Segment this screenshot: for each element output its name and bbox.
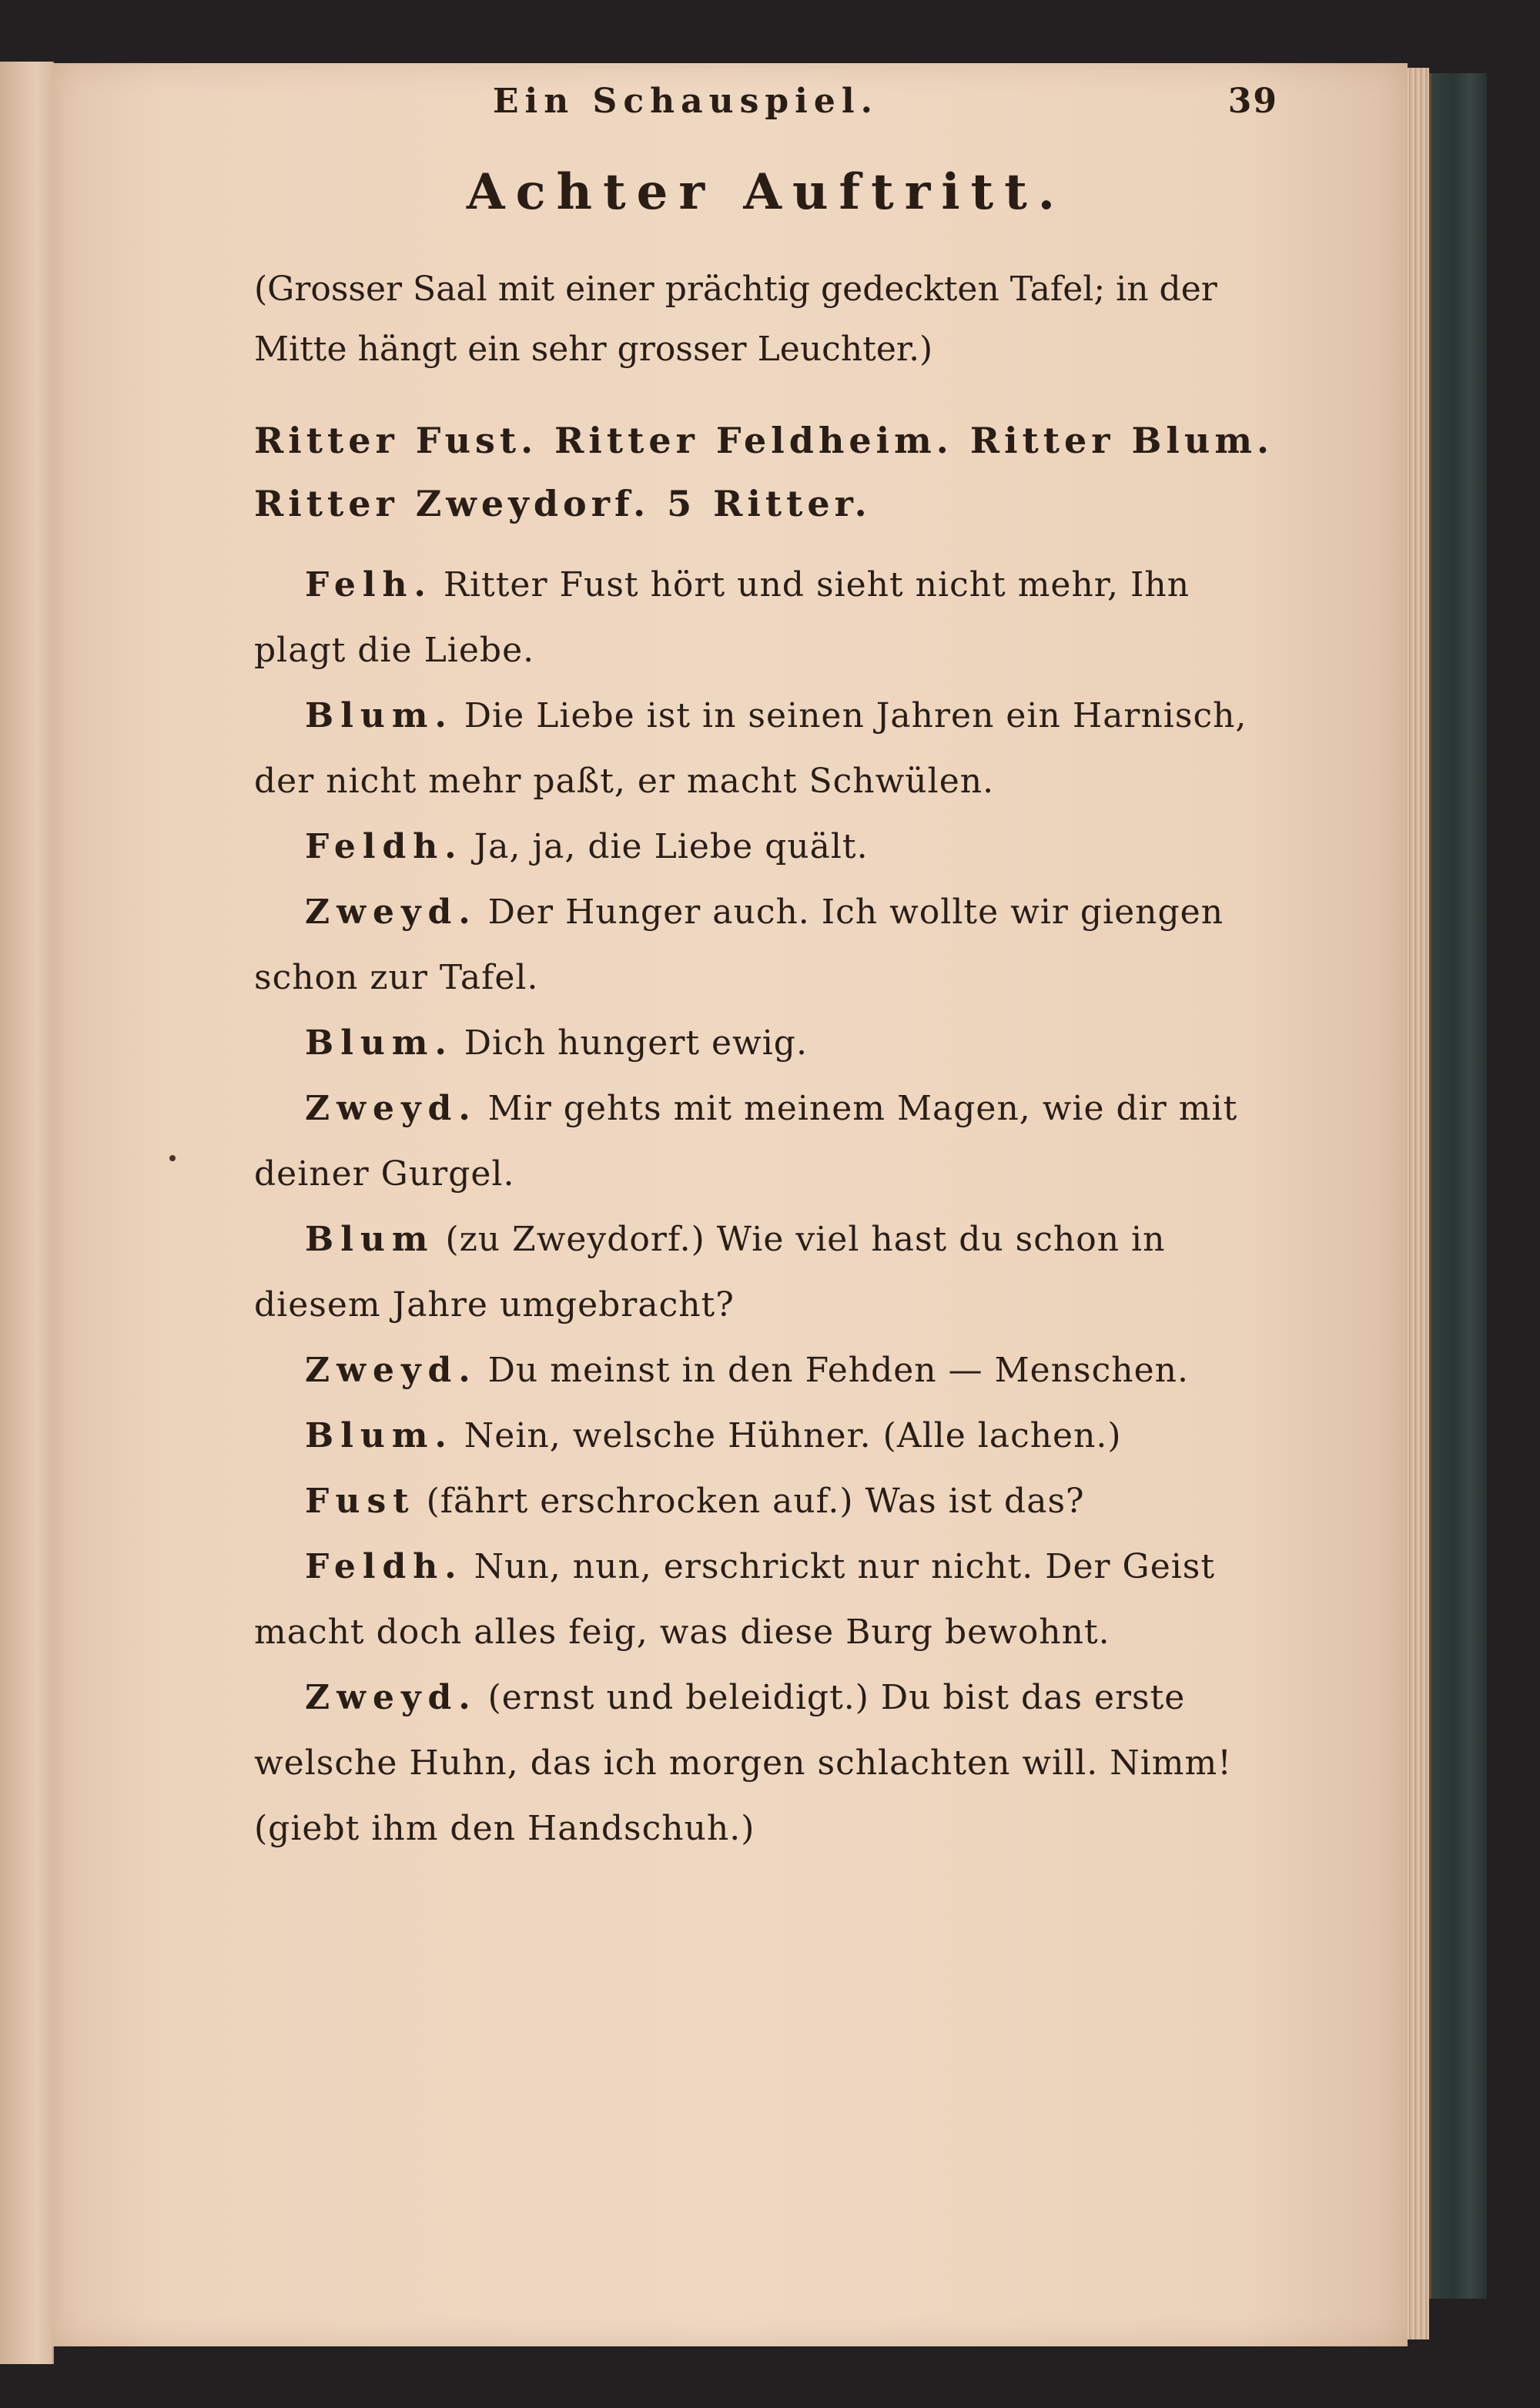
speaker-name: Feldh. [305, 1547, 464, 1586]
speaker-name: Blum. [305, 1416, 454, 1455]
dialogue-line [254, 552, 1278, 683]
left-page-edge [0, 62, 54, 2364]
speech-text: (fährt erschrocken auf.) Was ist das? [426, 1482, 1085, 1521]
speech-text: Mir gehts mit meinem Magen, wie dir mit deiner Gurgel. [254, 1089, 1238, 1194]
dialogue-line [254, 1469, 1278, 1534]
running-head [254, 77, 1278, 137]
margin-dot [169, 1155, 176, 1161]
speech-text: Nein, welsche Hühner. (Alle lachen.) [464, 1416, 1122, 1455]
speaker-name: Blum [305, 1220, 435, 1259]
page-number: 39 [1227, 82, 1278, 121]
speaker-name: Zweyd. [305, 893, 477, 932]
dialogue-line [254, 1665, 1278, 1861]
speech-text: Dich hungert ewig. [464, 1023, 808, 1063]
dialogue [254, 552, 1278, 1861]
speech-text: (ernst und beleidigt.) Du bist das erste welsche Huhn, das ich morgen schlachten will. Nimm! (giebt ihm den Handschuh.) [254, 1678, 1232, 1848]
running-title: Ein Schauspiel. [493, 82, 879, 121]
speech-text: (zu Zweydorf.) Wie viel hast du schon in diesem Jahre umgebracht? [254, 1220, 1166, 1325]
dialogue-line [254, 1403, 1278, 1469]
speaker-name: Felh. [305, 565, 433, 605]
dialogue-line [254, 814, 1278, 879]
speaker-name: Feldh. [305, 827, 464, 866]
speech-text: Ritter Fust hört und sieht nicht mehr, Ihn plagt die Liebe. [254, 565, 1190, 670]
dialogue-line [254, 1076, 1278, 1207]
scene-heading: Achter Auftritt. [466, 163, 1066, 221]
speech-text: Die Liebe ist in seinen Jahren ein Harnisch, der nicht mehr paßt, er macht Schwülen. [254, 696, 1247, 801]
cover-board [1429, 73, 1487, 2299]
speech-text: Ja, ja, die Liebe quält. [474, 827, 869, 866]
page-edge-stack [1406, 68, 1429, 2339]
cast-list: Ritter Fust. Ritter Feldheim. Ritter Blum. Ritter Zweydorf. 5 Ritter. [254, 420, 1274, 524]
speaker-name: Fust [305, 1482, 416, 1521]
speaker-name: Blum. [305, 696, 454, 735]
speaker-name: Zweyd. [305, 1678, 477, 1717]
speech-text: Der Hunger auch. Ich wollte wir giengen schon zur Tafel. [254, 893, 1224, 997]
dialogue-line [254, 1207, 1278, 1338]
dialogue-line [254, 1010, 1278, 1076]
stage-direction: (Grosser Saal mit einer prächtig gedeckten Tafel; in der Mitte hängt ein sehr grosser Leuchter.) [254, 270, 1217, 369]
speech-text: Du meinst in den Fehden — Menschen. [487, 1351, 1189, 1390]
dialogue-line [254, 683, 1278, 814]
speech-text: Nun, nun, erschrickt nur nicht. Der Geist macht doch alles feig, was diese Burg bewohnt. [254, 1547, 1216, 1652]
text-column [254, 77, 1278, 1861]
speaker-name: Blum. [305, 1023, 454, 1063]
dialogue-line [254, 1534, 1278, 1665]
dialogue-line [254, 1338, 1278, 1403]
speaker-name: Zweyd. [305, 1351, 477, 1390]
speaker-name: Zweyd. [305, 1089, 477, 1128]
dialogue-line [254, 879, 1278, 1010]
